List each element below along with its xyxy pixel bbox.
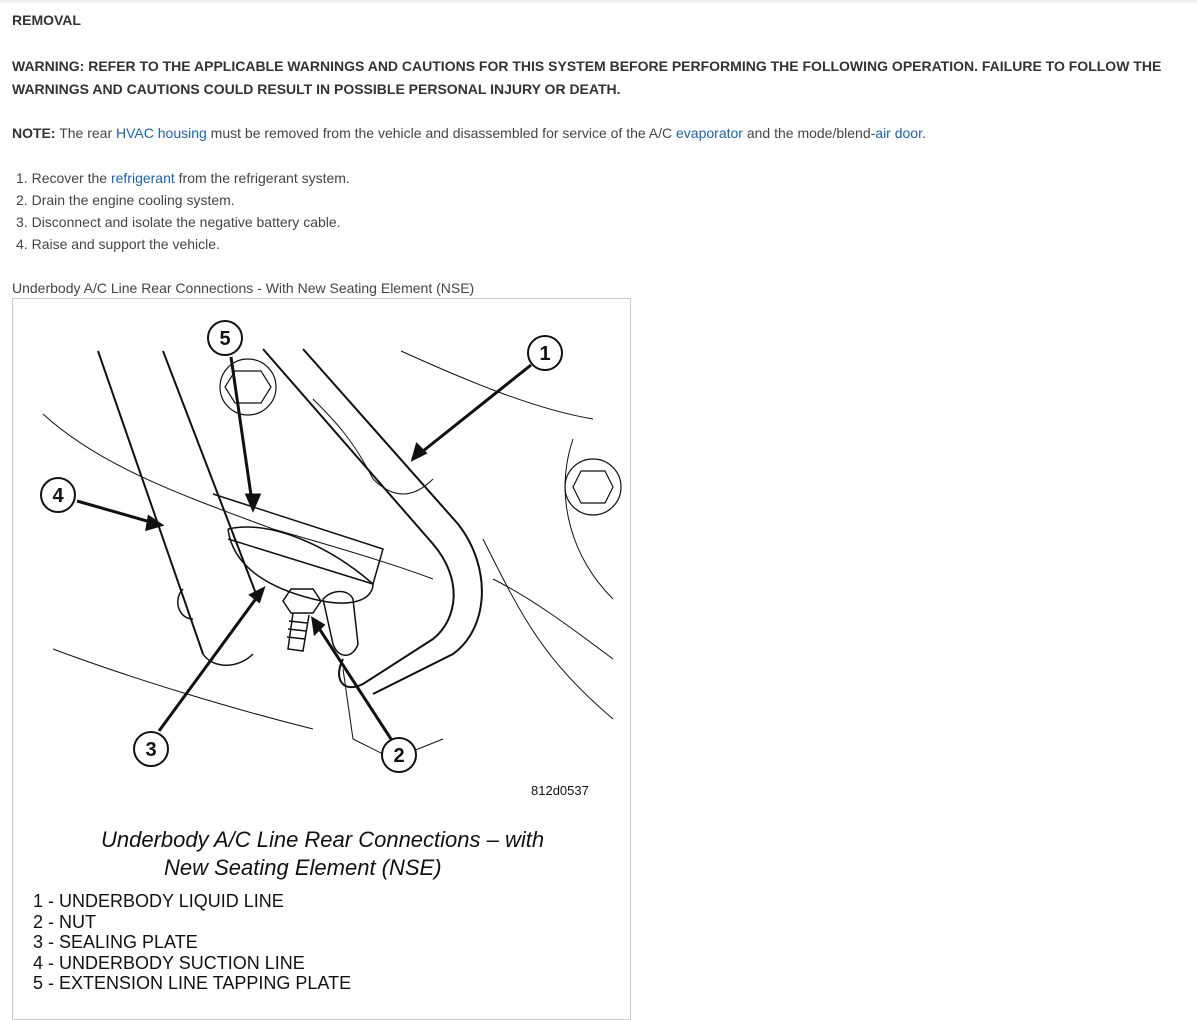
step-2: 2. Drain the engine cooling system. (16, 192, 235, 208)
callout-3: 3 (145, 739, 157, 761)
step-4: 4. Raise and support the vehicle. (16, 236, 220, 252)
note-text: The rear (55, 125, 116, 141)
figure-diagram (12, 298, 631, 1020)
warning-line-1: WARNING: REFER TO THE APPLICABLE WARNINGS AND CAUTIONS FOR THIS SYSTEM BEFORE PERFORMING THE FOLLOWING OPERATION. FAILURE TO FOLLOW THE (12, 58, 1162, 74)
link-hvac-housing[interactable]: HVAC housing (116, 125, 207, 141)
figure-caption-above: Underbody A/C Line Rear Connections - With New Seating Element (NSE) (12, 280, 475, 296)
legend-item: 3 - SEALING PLATE (33, 932, 198, 952)
note-text: . (921, 125, 926, 141)
step-3: 3. Disconnect and isolate the negative battery cable. (16, 214, 341, 230)
section-title: REMOVAL (12, 12, 81, 28)
callout-4: 4 (52, 485, 64, 507)
legend-item: 4 - UNDERBODY SUCTION LINE (33, 952, 305, 973)
note-text: and the mode/blend- (742, 125, 876, 141)
link-evaporator[interactable]: evaporator (676, 125, 743, 141)
note-label: NOTE: (12, 125, 56, 141)
callout-2: 2 (393, 745, 405, 767)
callout-1: 1 (539, 343, 551, 365)
figure-caption-line-2: New Seating Element (NSE) (164, 855, 442, 880)
link-refrigerant[interactable]: refrigerant (110, 170, 175, 186)
legend-item: 2 - NUT (33, 911, 96, 932)
figure-caption-line-1: Underbody A/C Line Rear Connections – with (101, 827, 545, 852)
step-1: 1. Recover the refrigerant from the refrigerant system. (16, 170, 350, 186)
figure-legend (33, 891, 351, 994)
figure-id: 812d0537 (531, 783, 589, 798)
link-air-door[interactable]: air door (875, 125, 922, 141)
callout-5: 5 (219, 328, 231, 350)
note (12, 125, 926, 141)
warning-line-2: WARNINGS AND CAUTIONS COULD RESULT IN POSSIBLE PERSONAL INJURY OR DEATH. (12, 81, 621, 97)
note-text: must be removed from the vehicle and disassembled for service of the A/C (206, 125, 677, 141)
legend-item: 1 - UNDERBODY LIQUID LINE (33, 891, 284, 911)
legend-item: 5 - EXTENSION LINE TAPPING PLATE (33, 973, 352, 993)
top-shadow (0, 0, 1197, 4)
